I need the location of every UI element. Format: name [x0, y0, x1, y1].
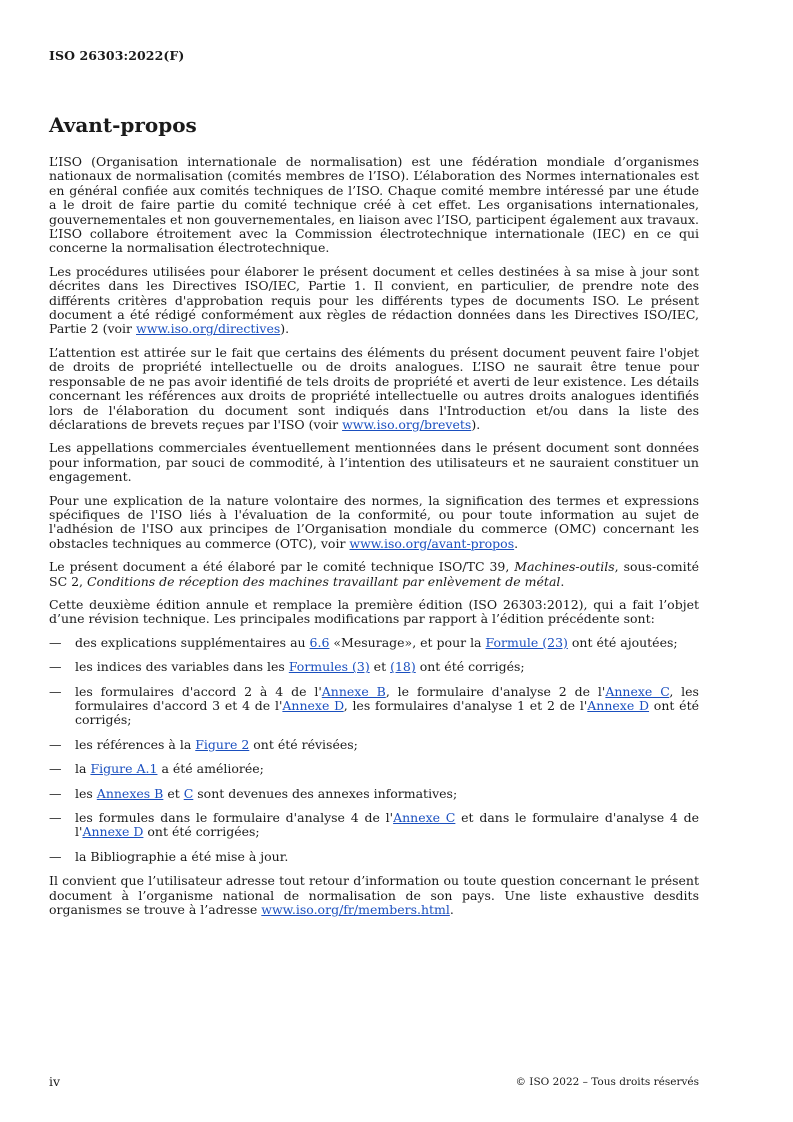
item-text: les indices des variables dans les — [75, 659, 289, 675]
list-item — [49, 660, 699, 674]
list-item — [49, 636, 699, 650]
item-text: ont été corrigés; — [415, 659, 525, 675]
paragraph-procedures — [49, 265, 699, 337]
copyright-notice: © ISO 2022 – Tous droits réservés — [515, 1076, 699, 1088]
link-annexe-d[interactable]: Annexe D — [587, 698, 650, 713]
paragraph-edition: Cette deuxième édition annule et remplace la première édition (ISO 26303:2012), qui a fait l’objet d’une révision technique. Les principales modifications par rapport à l’édition précédente sont: — [49, 596, 699, 627]
paragraph-voluntary-nature — [49, 494, 699, 552]
list-item — [49, 738, 699, 752]
link-members[interactable]: www.iso.org/fr/members.html — [261, 902, 450, 918]
link-formule-18[interactable]: (18) — [390, 659, 416, 675]
list-item — [49, 850, 699, 864]
item-text: les formules dans le formulaire d'analyse 4 de l' — [75, 810, 394, 826]
paragraph-trade-names: Les appellations commerciales éventuellement mentionnées dans le présent document sont données pour information, par souci de commodité, à l’intention des utilisateurs et ne sauraient constituer un engagement. — [49, 440, 699, 485]
page-title: Avant-propos — [49, 113, 197, 137]
dash-marker: — — [49, 848, 62, 864]
item-text: des explications supplémentaires au — [75, 634, 310, 650]
item-text: sont devenues des annexes informatives; — [193, 785, 458, 801]
item-text: , les formulaires d'analyse 1 et 2 de l' — [343, 698, 588, 713]
paragraph-text: , sous-comité SC 2, — [49, 559, 699, 589]
link-annexe-d[interactable]: Annexe D — [82, 824, 144, 840]
paragraph-text: Le présent document a été élaboré par le comité technique ISO/TC 39, — [49, 559, 515, 575]
list-item — [49, 811, 699, 840]
document-header: ISO 26303:2022(F) — [49, 48, 185, 63]
item-text: ont été ajoutées; — [567, 634, 678, 650]
link-avant-propos[interactable]: www.iso.org/avant-propos — [349, 535, 515, 551]
dash-marker: — — [49, 683, 62, 699]
dash-marker: — — [49, 761, 62, 777]
item-text: ont été corrigés; — [75, 698, 699, 728]
list-item — [49, 787, 699, 801]
link-annexes-b[interactable]: Annexes B — [96, 785, 164, 801]
link-figure-2[interactable]: Figure 2 — [195, 736, 250, 752]
paragraph-text: Il convient que l’utilisateur adresse tout retour d’information ou toute question concernant le présent document à l’organisme national de normalisation de son pays. Une liste exhaustive desdits organismes se trouve à l’adresse — [49, 873, 699, 918]
link-annexe-c[interactable]: Annexe C — [605, 683, 670, 699]
paragraph-text: . — [514, 535, 519, 551]
item-text: la — [75, 761, 91, 777]
paragraph-iso-intro: L’ISO (Organisation internationale de normalisation) est une fédération mondiale d’organismes nationaux de normalisation (comités membres de l’ISO). L’élaboration des Normes internationales est en général confiée aux comités techniques de l’ISO. Chaque comité membre intéressé par une étude a le droit de faire partie du comité technique créé à cet effet. Les organisations internationales, gouvernementales et non gouvernementales, en liaison avec l’ISO, participent également aux travaux. L’ISO collabore étroitement avec la Commission électrotechnique internationale (IEC) en ce qui concerne la normalisation électrotechnique. — [49, 154, 699, 256]
link-annexe-c[interactable]: Annexe C — [393, 810, 456, 826]
paragraph-text: Les procédures utilisées pour élaborer le présent document et celles destinées à sa mise à jour sont décrites dans les Directives ISO/IEC, Partie 1. Il convient, en particulier, de prendre note des différents critères d'approbation requis pour les différents types de documents ISO. Le présent document a été rédigé conformément aux règles de rédaction données dans les Directives ISO/IEC, Partie 2 (voir — [49, 263, 699, 337]
changes-list — [49, 636, 699, 864]
paragraph-text: . — [449, 902, 454, 918]
item-text: ont été corrigées; — [143, 824, 260, 840]
item-text: , les formulaires d'accord 3 et 4 de l' — [75, 683, 699, 713]
item-text: les formulaires d'accord 2 à 4 de l' — [75, 683, 322, 699]
subcommittee-name: Conditions de réception des machines travaillant par enlèvement de métal — [87, 573, 561, 589]
list-item — [49, 685, 699, 728]
item-text: et — [163, 785, 184, 801]
link-annexe-b[interactable]: Annexe B — [321, 683, 386, 699]
link-clause-6-6[interactable]: 6.6 — [309, 634, 330, 650]
paragraph-text: L’attention est attirée sur le fait que certains des éléments du présent document peuvent faire l'objet de droits de propriété intellectuelle ou de droits analogues. L’ISO ne saurait être tenue pour responsable de ne pas avoir identifié de tels droits de propriété et averti de leur existence. Les détails concernant les références aux droits de propriété intellectuelle ou autres droits analogues identifiés lors de l'élaboration du document sont indiqués dans l'Introduction et/ou dans la liste des déclarations de brevets reçues par l'ISO (voir — [49, 344, 699, 432]
item-text: a été améliorée; — [157, 761, 264, 777]
item-text: la Bibliographie a été mise à jour. — [75, 848, 289, 864]
list-item — [49, 762, 699, 776]
item-text: les — [75, 785, 97, 801]
item-text: «Mesurage», et pour la — [329, 634, 486, 650]
page-number: iv — [49, 1074, 61, 1089]
item-text: et dans le formulaire d'analyse 4 de l' — [75, 810, 699, 840]
paragraph-text: Pour une explication de la nature volontaire des normes, la signification des termes et expressions spécifiques de l'ISO liés à l'évaluation de la conformité, ou pour toute information au sujet de l'adhésion de l'ISO aux principes de l’Organisation mondiale du commerce (OMC) concernant les obstacles techniques au commerce (OTC), voir — [49, 492, 699, 551]
paragraph-text: ). — [280, 321, 290, 337]
paragraph-text: . — [560, 573, 565, 589]
dash-marker: — — [49, 659, 62, 675]
link-annexe-c[interactable]: C — [183, 785, 194, 801]
item-text: les références à la — [75, 736, 196, 752]
link-formule-23[interactable]: Formule (23) — [485, 634, 568, 650]
link-figure-a1[interactable]: Figure A.1 — [90, 761, 158, 777]
committee-name: Machines-outils — [514, 559, 615, 575]
dash-marker: — — [49, 736, 62, 752]
dash-marker: — — [49, 785, 62, 801]
paragraph-feedback — [49, 874, 699, 917]
link-annexe-d[interactable]: Annexe D — [282, 698, 344, 713]
foreword-body — [49, 155, 699, 926]
item-text: et — [369, 659, 391, 675]
paragraph-text: ). — [471, 416, 481, 432]
link-brevets[interactable]: www.iso.org/brevets — [342, 416, 472, 432]
link-directives[interactable]: www.iso.org/directives — [136, 321, 281, 337]
item-text: , le formulaire d'analyse 2 de l' — [385, 683, 606, 699]
paragraph-committee — [49, 560, 699, 589]
item-text: ont été révisées; — [249, 736, 358, 752]
paragraph-patents — [49, 346, 699, 432]
dash-marker: — — [49, 810, 62, 826]
dash-marker: — — [49, 634, 62, 650]
link-formules-3[interactable]: Formules (3) — [288, 659, 370, 675]
